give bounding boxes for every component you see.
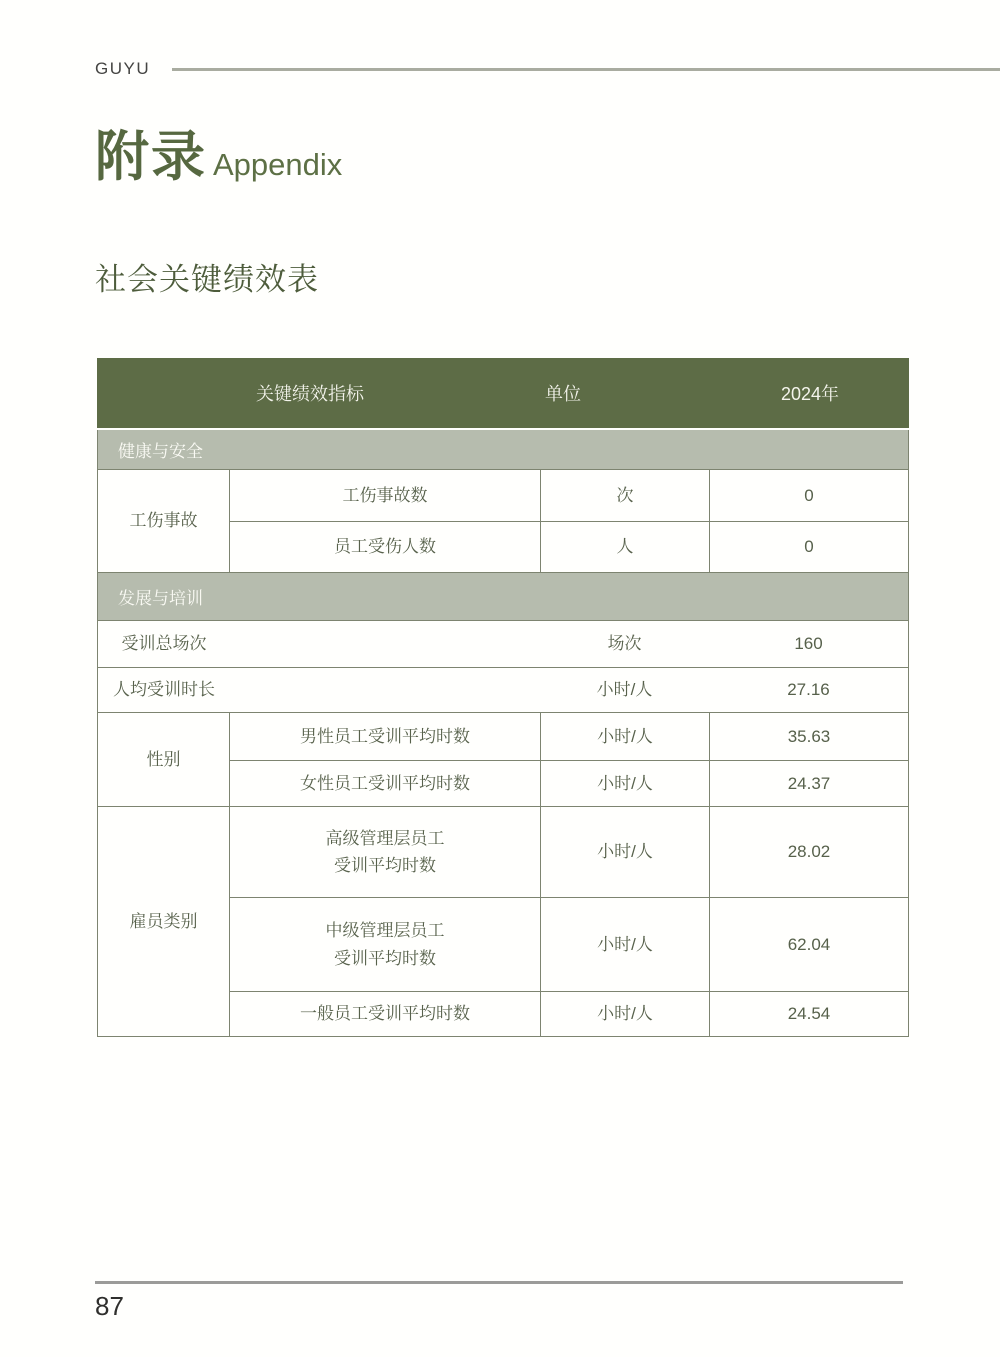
table-body — [97, 430, 909, 1037]
indicator-cell: 男性员工受训平均时数 — [300, 726, 470, 746]
page-number: 87 — [95, 1291, 124, 1321]
indicator-line-2: 受训平均时数 — [334, 948, 436, 968]
value-cell: 24.54 — [709, 991, 908, 1036]
group-label-work-injury: 工伤事故 — [98, 470, 230, 572]
group-gender — [98, 713, 908, 807]
social-kpi-subtitle: 社会关键绩效表 — [95, 262, 319, 297]
unit-cell: 小时/人 — [540, 760, 709, 806]
column-header-indicator: 关键绩效指标 — [256, 384, 364, 404]
group-label-gender: 性别 — [98, 713, 230, 806]
row-average-training-hours — [98, 668, 908, 713]
indicator-cell: 一般员工受训平均时数 — [230, 991, 540, 1036]
brand-row — [95, 59, 1000, 79]
brand-logo-text: GUYU — [95, 59, 151, 78]
value-cell: 35.63 — [709, 713, 908, 760]
unit-cell: 人 — [540, 521, 709, 572]
appendix-title-zh: 附录 — [95, 127, 207, 187]
unit-cell: 场次 — [607, 634, 642, 654]
brand-divider-line — [172, 68, 1000, 71]
indicator-cell — [230, 897, 540, 991]
footer-divider-line — [95, 1281, 903, 1284]
unit-cell: 小时/人 — [540, 713, 709, 760]
indicator-cell: 工伤事故数 — [342, 485, 428, 505]
value-cell: 0 — [709, 521, 908, 572]
appendix-title — [95, 127, 343, 187]
value-cell: 62.04 — [709, 897, 908, 991]
unit-cell: 小时/人 — [596, 680, 653, 700]
value-cell: 24.37 — [709, 760, 908, 806]
indicator-cell: 女性员工受训平均时数 — [230, 760, 540, 806]
indicator-line-1: 中级管理层员工 — [325, 921, 445, 941]
empty-cell — [230, 668, 540, 712]
section-development-training: 发展与培训 — [98, 573, 908, 621]
section-health-safety: 健康与安全 — [98, 430, 908, 470]
unit-cell: 小时/人 — [540, 807, 709, 897]
unit-cell: 小时/人 — [540, 991, 709, 1036]
group-employee-category — [98, 807, 908, 1036]
table-header-row — [97, 358, 909, 428]
value-cell: 0 — [709, 470, 908, 521]
value-cell: 27.16 — [787, 680, 830, 700]
empty-cell — [230, 621, 540, 667]
group-label-employee-category: 雇员类别 — [98, 807, 230, 1036]
indicator-cell: 受训总场次 — [121, 634, 207, 654]
unit-cell: 次 — [540, 470, 709, 521]
group-work-injury — [98, 470, 908, 573]
column-header-unit: 单位 — [545, 384, 581, 404]
column-header-year: 2024年 — [780, 384, 840, 404]
value-cell: 28.02 — [709, 807, 908, 897]
row-total-training-sessions — [98, 621, 908, 668]
indicator-line-1: 高级管理层员工 — [325, 828, 445, 848]
indicator-cell — [230, 807, 540, 897]
indicator-cell: 人均受训时长 — [113, 680, 215, 700]
indicator-cell: 员工受伤人数 — [230, 521, 540, 572]
unit-cell: 小时/人 — [540, 897, 709, 991]
appendix-title-en: Appendix — [213, 147, 343, 182]
indicator-line-2: 受训平均时数 — [334, 856, 436, 875]
social-kpi-table — [97, 358, 909, 1037]
value-cell: 160 — [794, 634, 823, 654]
